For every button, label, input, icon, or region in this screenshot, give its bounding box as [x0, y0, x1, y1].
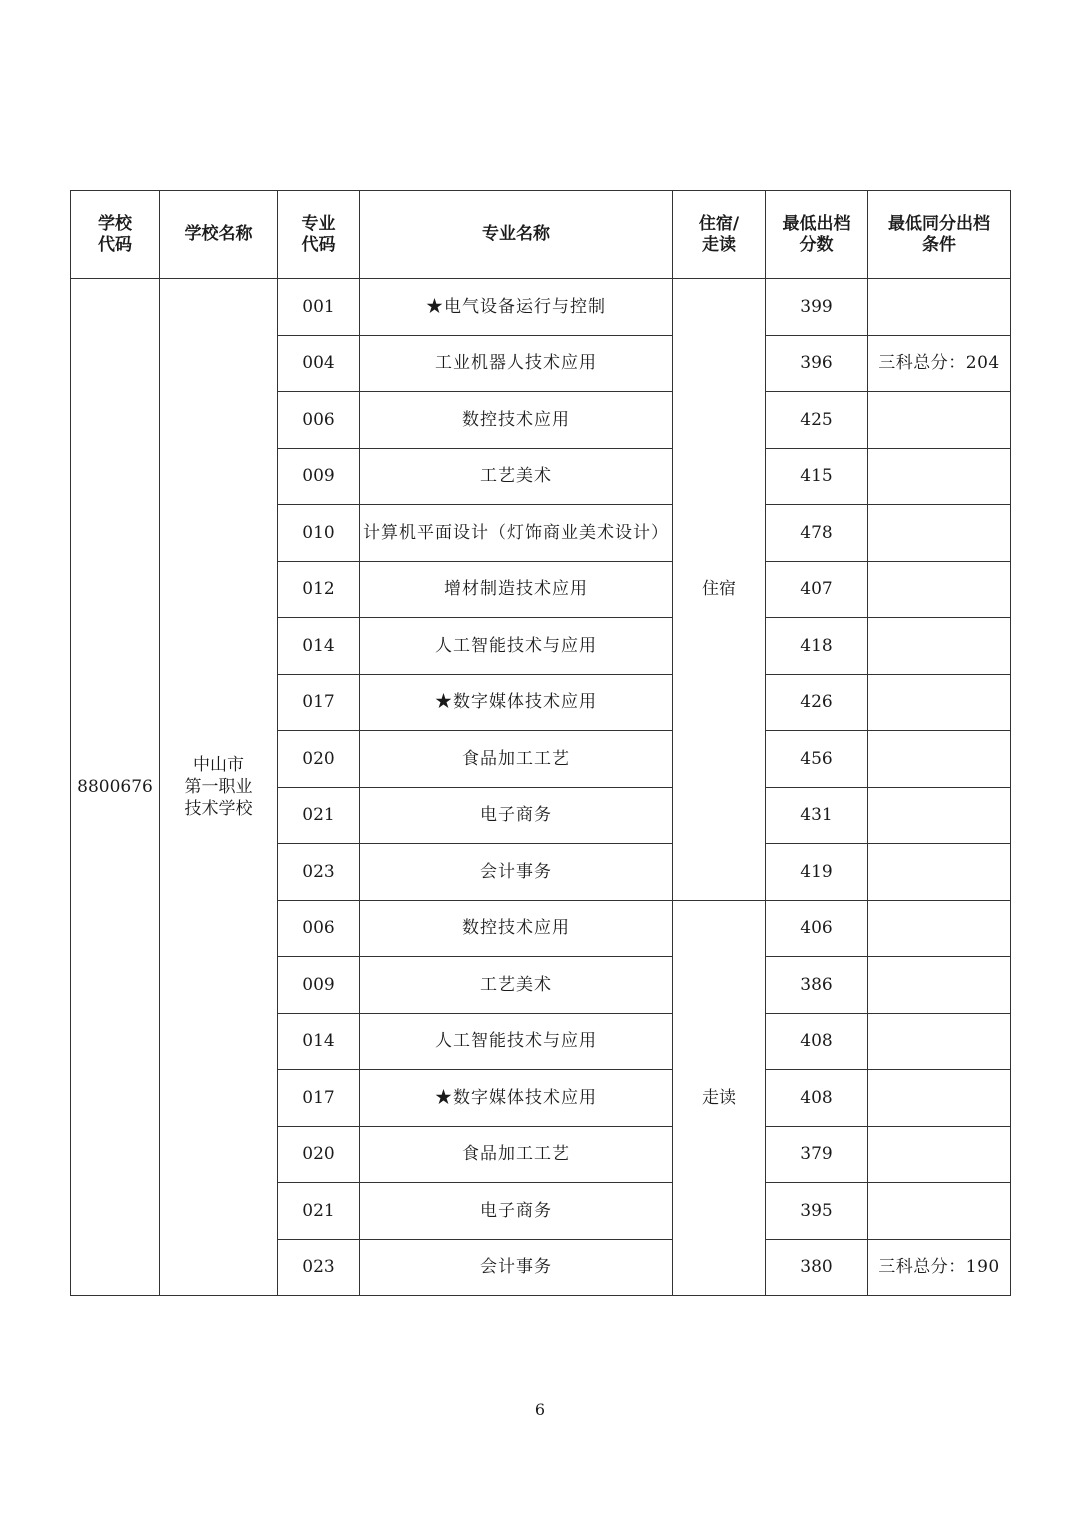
tie-condition-cell	[868, 505, 1011, 562]
major-code-cell: 020	[278, 731, 360, 788]
major-code-cell: 017	[278, 674, 360, 731]
tie-condition-cell	[868, 787, 1011, 844]
tie-condition-cell	[868, 448, 1011, 505]
major-name-cell: 工业机器人技术应用	[360, 335, 673, 392]
major-name-cell: 会计事务	[360, 844, 673, 901]
major-name-cell: 会计事务	[360, 1239, 673, 1296]
major-name-cell: 人工智能技术与应用	[360, 618, 673, 675]
min-score-cell: 418	[766, 618, 868, 675]
major-code-cell: 023	[278, 1239, 360, 1296]
tie-condition-cell	[868, 1070, 1011, 1127]
major-code-cell: 006	[278, 900, 360, 957]
table-row	[71, 279, 1011, 336]
min-score-cell: 431	[766, 787, 868, 844]
major-code-cell: 001	[278, 279, 360, 336]
major-name-cell: 数控技术应用	[360, 392, 673, 449]
header-major-code: 专业 代码	[278, 191, 360, 279]
major-name-cell: ★数字媒体技术应用	[360, 1070, 673, 1127]
min-score-cell: 426	[766, 674, 868, 731]
tie-condition-cell	[868, 1183, 1011, 1240]
min-score-cell: 408	[766, 1013, 868, 1070]
boarding-type-cell: 住宿	[673, 279, 766, 901]
min-score-cell: 415	[766, 448, 868, 505]
school-code-cell: 8800676	[71, 279, 160, 1296]
min-score-cell: 419	[766, 844, 868, 901]
major-name-cell: 数控技术应用	[360, 900, 673, 957]
header-boarding: 住宿/ 走读	[673, 191, 766, 279]
tie-condition-cell: 三科总分：204	[868, 335, 1011, 392]
tie-condition-cell	[868, 731, 1011, 788]
tie-condition-cell	[868, 957, 1011, 1014]
major-name-cell: 工艺美术	[360, 448, 673, 505]
min-score-cell: 379	[766, 1126, 868, 1183]
major-name-cell: 电子商务	[360, 1183, 673, 1240]
major-name-cell: 计算机平面设计（灯饰商业美术设计）	[360, 505, 673, 562]
header-school-code: 学校 代码	[71, 191, 160, 279]
tie-condition-cell	[868, 674, 1011, 731]
major-code-cell: 023	[278, 844, 360, 901]
major-code-cell: 009	[278, 448, 360, 505]
min-score-cell: 406	[766, 900, 868, 957]
table-body	[71, 279, 1011, 1296]
min-score-cell: 386	[766, 957, 868, 1014]
major-name-cell: ★数字媒体技术应用	[360, 674, 673, 731]
min-score-cell: 380	[766, 1239, 868, 1296]
major-name-cell: 食品加工工艺	[360, 731, 673, 788]
major-name-cell: 电子商务	[360, 787, 673, 844]
major-code-cell: 004	[278, 335, 360, 392]
major-code-cell: 021	[278, 787, 360, 844]
major-code-cell: 010	[278, 505, 360, 562]
major-code-cell: 014	[278, 1013, 360, 1070]
min-score-cell: 478	[766, 505, 868, 562]
min-score-cell: 408	[766, 1070, 868, 1127]
major-code-cell: 012	[278, 561, 360, 618]
major-code-cell: 006	[278, 392, 360, 449]
tie-condition-cell	[868, 900, 1011, 957]
major-code-cell: 009	[278, 957, 360, 1014]
admission-table	[70, 190, 1011, 1296]
min-score-cell: 399	[766, 279, 868, 336]
major-name-cell: 食品加工工艺	[360, 1126, 673, 1183]
major-name-cell: 工艺美术	[360, 957, 673, 1014]
min-score-cell: 456	[766, 731, 868, 788]
header-row	[71, 191, 1011, 279]
tie-condition-cell	[868, 1013, 1011, 1070]
min-score-cell: 407	[766, 561, 868, 618]
header-major-name: 专业名称	[360, 191, 673, 279]
page-number: 6	[534, 1400, 546, 1419]
tie-condition-cell	[868, 561, 1011, 618]
tie-condition-cell	[868, 844, 1011, 901]
tie-condition-cell: 三科总分：190	[868, 1239, 1011, 1296]
major-name-cell: ★电气设备运行与控制	[360, 279, 673, 336]
min-score-cell: 396	[766, 335, 868, 392]
tie-condition-cell	[868, 392, 1011, 449]
major-code-cell: 020	[278, 1126, 360, 1183]
tie-condition-cell	[868, 618, 1011, 675]
header-min-score: 最低出档 分数	[766, 191, 868, 279]
min-score-cell: 395	[766, 1183, 868, 1240]
major-name-cell: 人工智能技术与应用	[360, 1013, 673, 1070]
header-tie-condition: 最低同分出档 条件	[868, 191, 1011, 279]
boarding-type-cell: 走读	[673, 900, 766, 1296]
tie-condition-cell	[868, 279, 1011, 336]
major-name-cell: 增材制造技术应用	[360, 561, 673, 618]
tie-condition-cell	[868, 1126, 1011, 1183]
school-name-cell: 中山市 第一职业 技术学校	[160, 279, 278, 1296]
major-code-cell: 014	[278, 618, 360, 675]
major-code-cell: 017	[278, 1070, 360, 1127]
major-code-cell: 021	[278, 1183, 360, 1240]
min-score-cell: 425	[766, 392, 868, 449]
header-school-name: 学校名称	[160, 191, 278, 279]
